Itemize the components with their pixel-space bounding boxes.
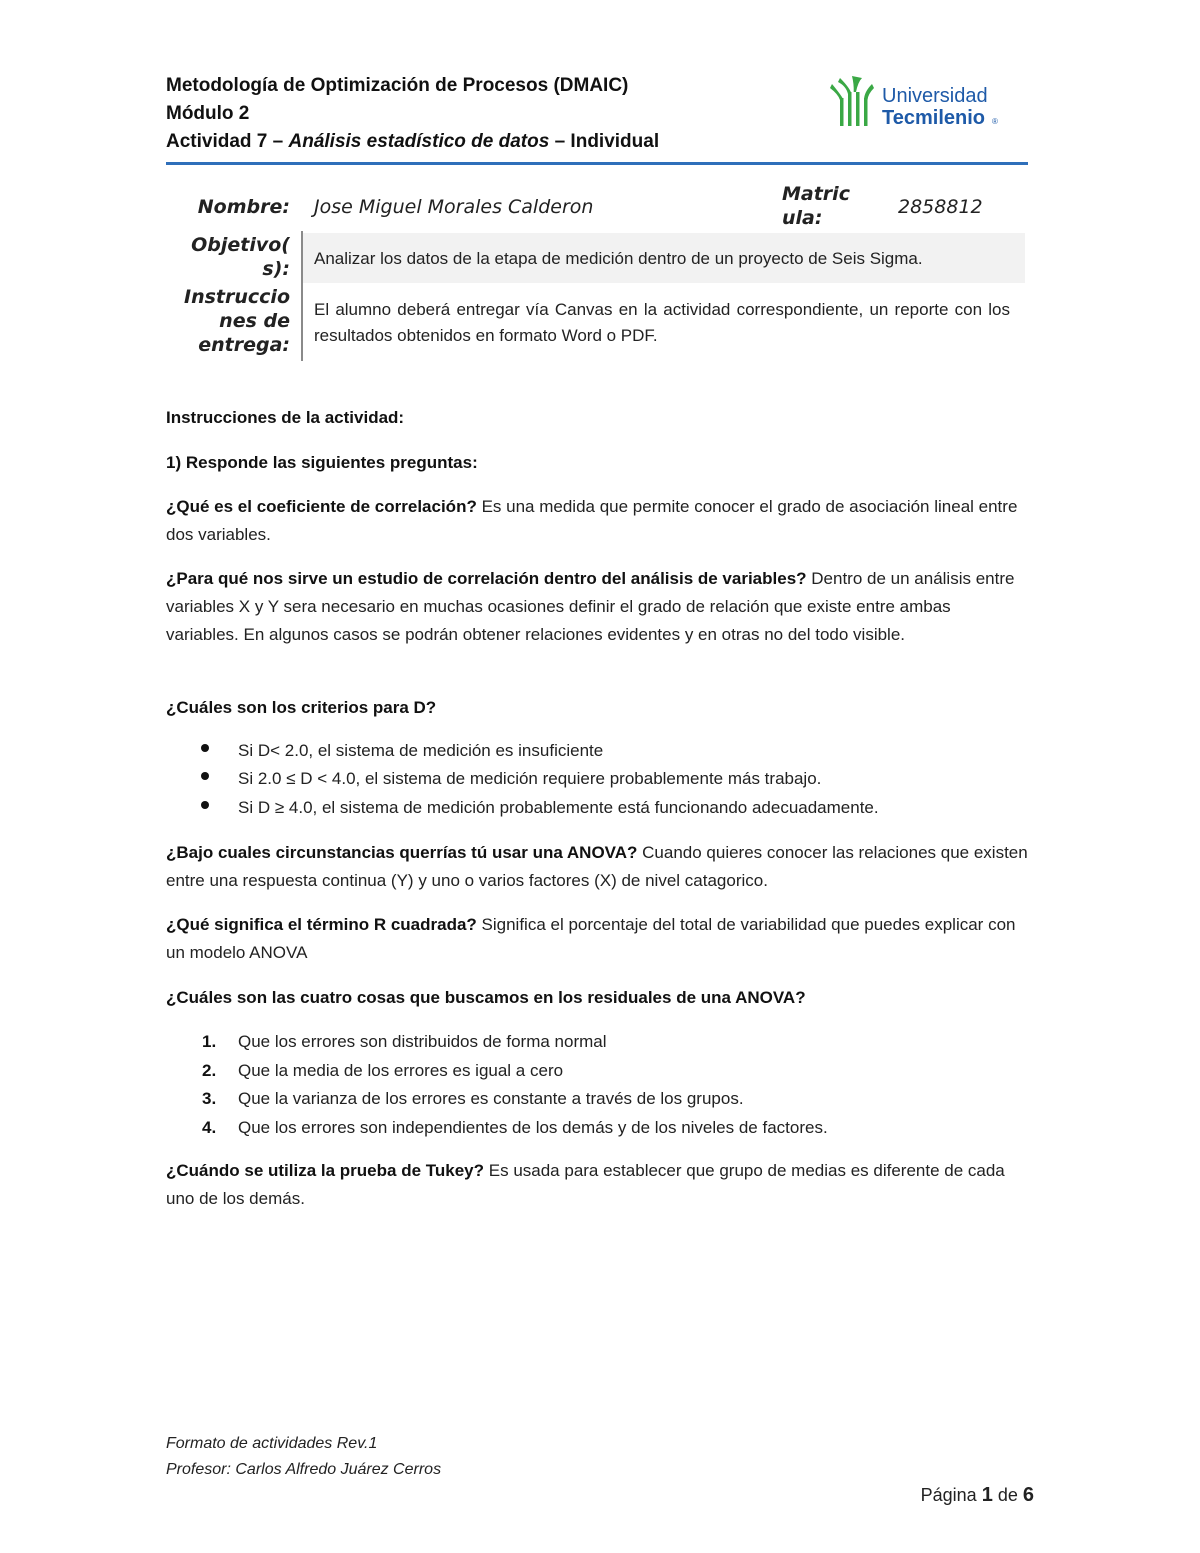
instructions-title: Instrucciones de la actividad: (166, 408, 405, 427)
delivery-text: El alumno deberá entregar vía Canvas en la actividad correspondiente, un reporte con los resultados obtenidos en formato Word o PDF. (314, 300, 1010, 345)
logo-text-tecmilenio: Tecmilenio (882, 107, 985, 129)
question-residuals: ¿Cuáles son las cuatro cosas que buscamos en los residuales de una ANOVA? (166, 988, 806, 1007)
list-number: 4. (202, 1118, 217, 1137)
bullet-icon (201, 801, 209, 809)
name-value: Jose Miguel Morales Calderon (314, 196, 594, 218)
course-title: Metodología de Optimización de Procesos (DMAIC) (166, 75, 629, 96)
list-number: 1. (202, 1032, 217, 1051)
id-label: Matric ula: (782, 183, 850, 229)
name-label: Nombre: (197, 196, 290, 218)
question-tukey: ¿Cuándo se utiliza la prueba de Tukey? Es usada para establecer que grupo de medias es diferente de cada uno de los demás. (166, 1161, 1005, 1208)
step-1: 1) Responde las siguientes preguntas: (166, 453, 478, 472)
document-header (166, 72, 766, 156)
objective-label: Objetivo( s): (191, 234, 290, 280)
criteria-item: Si D< 2.0, el sistema de medición es insuficiente (238, 741, 604, 760)
footer-professor: Profesor: Carlos Alfredo Juárez Cerros (166, 1461, 442, 1478)
delivery-label: Instruccio nes de entrega: (184, 286, 290, 356)
table-divider (301, 231, 303, 361)
university-logo (826, 66, 1026, 150)
question-anova: ¿Bajo cuales circunstancias querrías tú usar una ANOVA? Cuando quieres conocer las relaciones que existen entre una respuesta continua (Y) y uno o varios factores (X) de nivel catagorico. (166, 843, 1028, 890)
bullet-icon (201, 772, 209, 780)
logo-registered-mark: ® (992, 117, 998, 126)
question-criteria-d: ¿Cuáles son los criterios para D? (166, 698, 437, 717)
criteria-item: Si 2.0 ≤ D < 4.0, el sistema de medición requiere probablemente más trabajo. (238, 769, 822, 788)
residual-item: Que la varianza de los errores es constante a través de los grupos. (238, 1089, 744, 1108)
footer-format: Formato de actividades Rev.1 (166, 1435, 378, 1452)
question-correlation: ¿Qué es el coeficiente de correlación? Es una medida que permite conocer el grado de asociación lineal entre dos variables. (166, 497, 1018, 544)
header-divider (166, 162, 1028, 165)
list-number: 3. (202, 1089, 217, 1108)
activity-title: Actividad 7 – Análisis estadístico de datos – Individual (166, 131, 660, 152)
list-number: 2. (202, 1061, 217, 1080)
question-r-squared: ¿Qué significa el término R cuadrada? Significa el porcentaje del total de variabilidad que puedes explicar con un modelo ANOVA (166, 915, 1016, 962)
residual-item: Que la media de los errores es igual a cero (238, 1061, 564, 1080)
module-title: Módulo 2 (166, 103, 250, 124)
residual-item: Que los errores son independientes de los demás y de los niveles de factores. (238, 1118, 828, 1137)
criteria-item: Si D ≥ 4.0, el sistema de medición probablemente está funcionando adecuadamente. (238, 798, 879, 817)
question-correlation-study: ¿Para qué nos sirve un estudio de correlación dentro del análisis de variables? Dentro de un análisis entre variables X y Y sera necesario en muchas ocasiones definir el grado de relación que existe entre ambas variables. En algunos casos se podrán obtener relaciones evidentes y en otras no del todo visible. (166, 569, 1015, 644)
logo-mark-icon (830, 76, 874, 126)
logo-text-universidad: Universidad (882, 85, 988, 107)
page-number: Página 1 de 6 (920, 1484, 1034, 1506)
residual-item: Que los errores son distribuidos de forma normal (238, 1032, 607, 1051)
id-value: 2858812 (898, 196, 983, 218)
bullet-icon (201, 744, 209, 752)
objective-text: Analizar los datos de la etapa de medición dentro de un proyecto de Seis Sigma. (314, 249, 923, 268)
